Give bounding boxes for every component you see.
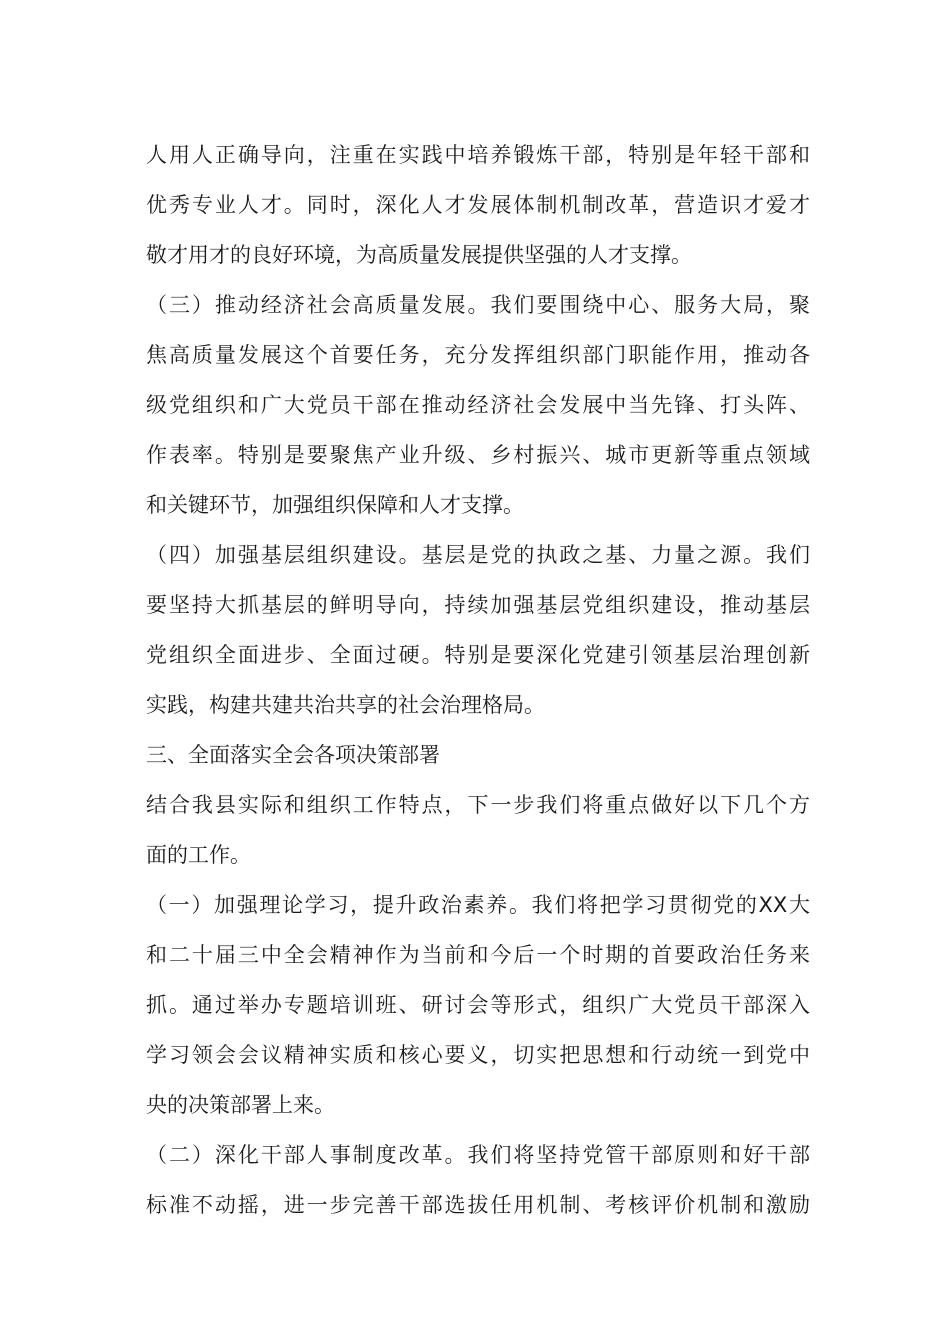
text-line: 作表率。特别是要聚焦产业升级、乡村振兴、城市更新等重点领域 xyxy=(146,443,810,467)
text-line: 优秀专业人才。同时，深化人才发展体制机制改革，营造识才爱才 xyxy=(146,193,810,217)
text-line: （一）加强理论学习，提升政治素养。我们将把学习贯彻党的XX大 xyxy=(146,893,810,917)
text-line: 敬才用才的良好环境，为高质量发展提供坚强的人才支撑。 xyxy=(146,243,692,267)
section-heading: 三、全面落实全会各项决策部署 xyxy=(146,743,440,767)
text-line: （三）推动经济社会高质量发展。我们要围绕中心、服务大局，聚 xyxy=(146,293,810,317)
text-line: 结合我县实际和组织工作特点，下一步我们将重点做好以下几个方 xyxy=(146,793,810,817)
text-line: 学习领会会议精神实质和核心要义，切实把思想和行动统一到党中 xyxy=(146,1043,810,1067)
text-line: 焦高质量发展这个首要任务，充分发挥组织部门职能作用，推动各 xyxy=(146,343,810,367)
text-line: 和关键环节，加强组织保障和人才支撑。 xyxy=(146,493,524,517)
text-line: 央的决策部署上来。 xyxy=(146,1093,335,1117)
text-line: 实践，构建共建共治共享的社会治理格局。 xyxy=(146,693,545,717)
text-line: 和二十届三中全会精神作为当前和今后一个时期的首要政治任务来 xyxy=(146,943,810,967)
text-line: （二）深化干部人事制度改革。我们将坚持党管干部原则和好干部 xyxy=(146,1143,810,1167)
text-line: （四）加强基层组织建设。基层是党的执政之基、力量之源。我们 xyxy=(146,543,810,567)
text-line: 面的工作。 xyxy=(146,843,251,867)
text-line: 要坚持大抓基层的鲜明导向，持续加强基层党组织建设，推动基层 xyxy=(146,593,810,617)
text-line: 人用人正确导向，注重在实践中培养锻炼干部，特别是年轻干部和 xyxy=(146,143,810,167)
text-line: 党组织全面进步、全面过硬。特别是要深化党建引领基层治理创新 xyxy=(146,643,810,667)
document-body xyxy=(146,130,810,1230)
text-line: 级党组织和广大党员干部在推动经济社会发展中当先锋、打头阵、 xyxy=(146,393,810,417)
text-line: 标准不动摇，进一步完善干部选拔任用机制、考核评价机制和激励 xyxy=(146,1193,810,1217)
text-line: 抓。通过举办专题培训班、研讨会等形式，组织广大党员干部深入 xyxy=(146,993,810,1017)
